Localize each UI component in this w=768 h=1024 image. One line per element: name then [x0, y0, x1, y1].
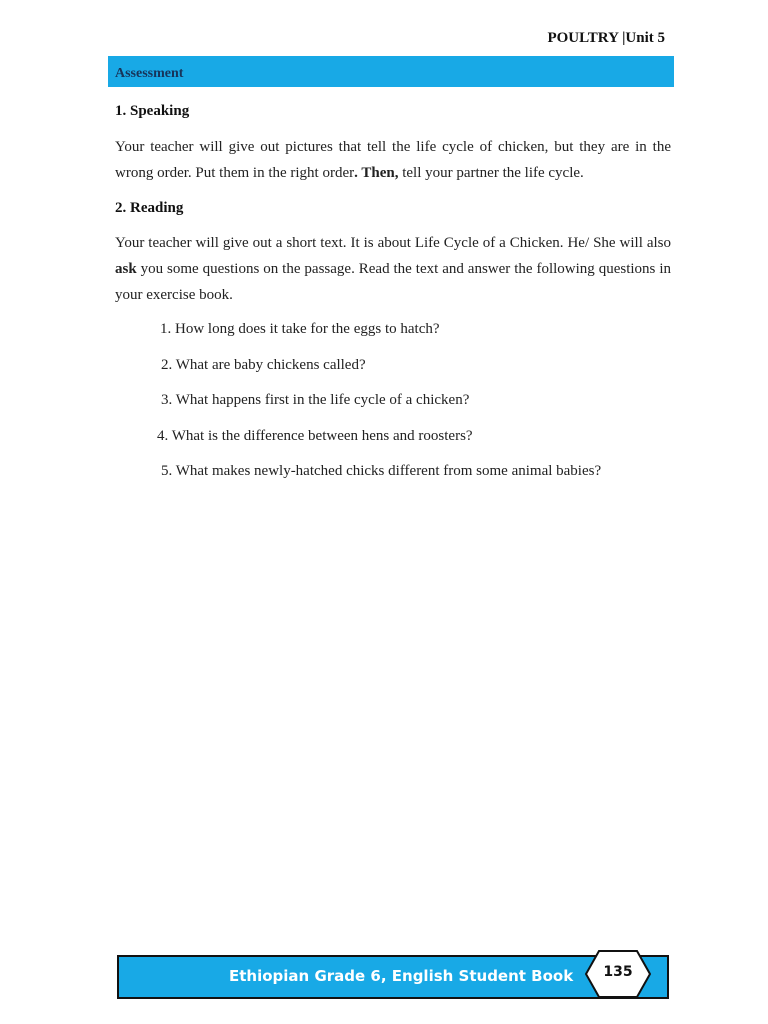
question-item: 5. What makes newly-hatched chicks different from some animal babies?: [161, 463, 602, 479]
speaking-heading: 1. Speaking: [115, 103, 190, 119]
page-number-badge: [585, 950, 651, 998]
unit-header: POULTRY |Unit 5: [547, 30, 665, 46]
question-item: 3. What happens first in the life cycle of a chicken?: [161, 392, 470, 408]
assessment-bar: [108, 56, 674, 87]
reading-text-b: you some questions on the passage. Read the text and answer the following questions in your exercise book.: [115, 261, 671, 303]
reading-text-a: Your teacher will give out a short text. It is about Life Cycle of a Chicken. He/ She will also: [115, 235, 671, 251]
speaking-text-b: tell your partner the life cycle.: [398, 165, 584, 181]
speaking-paragraph: [115, 134, 671, 186]
page-number: 135: [603, 964, 633, 980]
reading-heading: 2. Reading: [115, 200, 184, 216]
speaking-text-a: Your teacher will give out pictures that tell the life cycle of chicken, but they are in the wrong order. Put them in the right order: [115, 139, 671, 181]
reading-text-bold: ask: [115, 261, 137, 277]
question-item: 2. What are baby chickens called?: [161, 357, 366, 373]
reading-paragraph: [115, 230, 671, 308]
section-title: Assessment: [115, 66, 184, 81]
question-item: 4. What is the difference between hens and roosters?: [157, 428, 473, 444]
footer-title: Ethiopian Grade 6, English Student Book: [229, 967, 574, 985]
speaking-text-bold: . Then,: [354, 165, 399, 181]
question-item: 1. How long does it take for the eggs to hatch?: [160, 321, 440, 337]
